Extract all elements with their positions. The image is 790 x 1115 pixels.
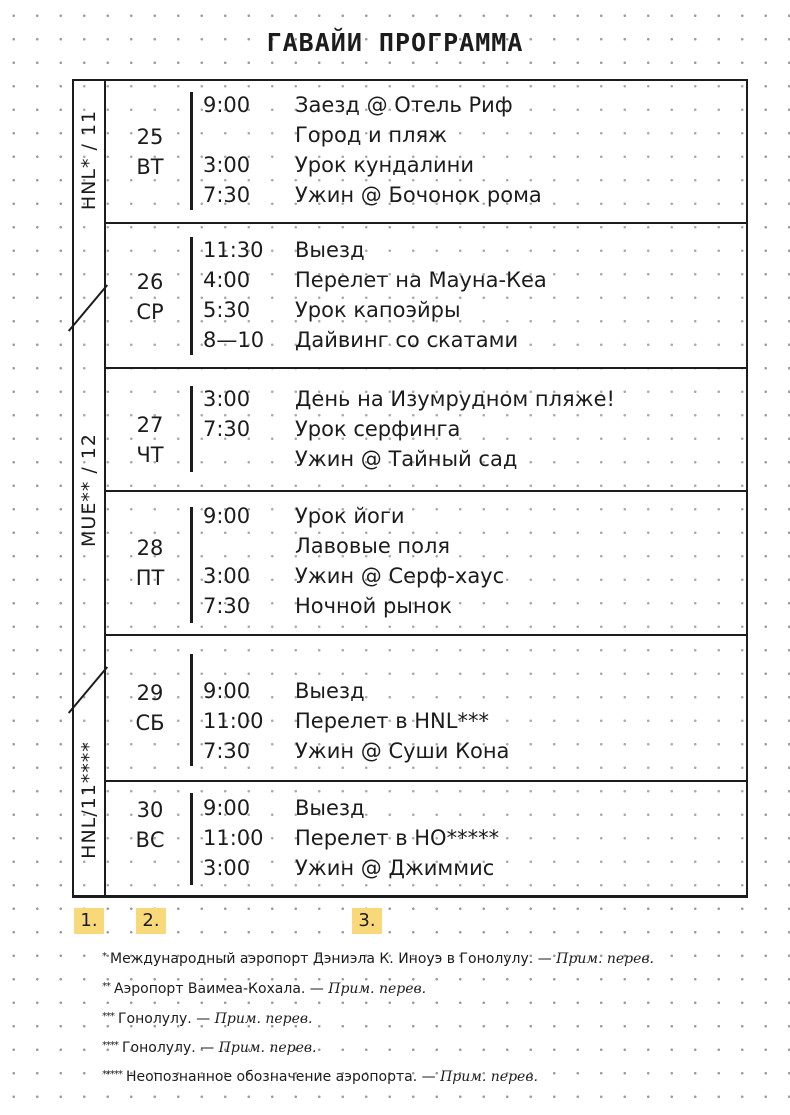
day-separator: [106, 634, 748, 636]
side-label-mue: MUE** / 12: [78, 433, 100, 547]
day-weekday: ВС: [135, 828, 165, 852]
side-label-hnl-return: HNL/11****: [78, 741, 100, 859]
row-activity: Выезд: [295, 679, 365, 703]
row-activity: Ужин @ Тайный сад: [295, 447, 518, 471]
footnote-note: Прим. перев.: [214, 1011, 313, 1027]
time-bar: [190, 654, 193, 766]
day-weekday: ВТ: [136, 155, 164, 179]
row-activity: Выезд: [295, 238, 365, 262]
time-bar: [190, 92, 193, 210]
schedule-row: [203, 325, 518, 355]
footnote-mark: ****: [102, 1040, 118, 1051]
footnote-text: Гонолулу. —: [122, 1040, 215, 1056]
time-bar: [190, 237, 193, 355]
row-time: 3:00: [203, 856, 251, 880]
column-tag-2: 2.: [136, 908, 166, 934]
day-date: [128, 678, 172, 738]
day-separator: [106, 222, 748, 224]
day-block: [106, 235, 748, 367]
schedule-row: [203, 414, 460, 444]
row-activity: Ужин @ Серф-хаус: [295, 564, 505, 588]
day-number: 25: [136, 125, 164, 149]
day-separator: [106, 780, 748, 782]
footnote-note: Прим. перев.: [218, 1040, 317, 1056]
schedule-row: [203, 150, 474, 180]
row-time: 11:00: [203, 826, 264, 850]
day-number: 28: [136, 536, 164, 560]
time-bar: [190, 507, 193, 623]
day-number: 30: [136, 798, 164, 822]
day-number: 29: [136, 681, 164, 705]
day-date: [128, 267, 172, 327]
side-label-hnl: HNL* / 11: [78, 109, 100, 211]
footnote: [102, 1040, 317, 1056]
day-date: [128, 533, 172, 593]
schedule-row: [203, 501, 405, 531]
row-time: 9:00: [203, 93, 251, 117]
time-bar: [190, 793, 193, 885]
row-time: 7:30: [203, 183, 251, 207]
day-block: [106, 501, 748, 634]
row-time: 11:30: [203, 238, 264, 262]
schedule-row: [203, 591, 452, 621]
day-separator: [106, 490, 748, 492]
row-activity: Выезд: [295, 796, 365, 820]
row-activity: Заезд @ Отель Риф: [295, 93, 513, 117]
row-time: 3:00: [203, 564, 251, 588]
schedule-row: [203, 853, 494, 883]
schedule-row: [203, 823, 499, 853]
row-activity: Дайвинг со скатами: [295, 328, 519, 352]
day-number: 26: [136, 270, 164, 294]
row-activity: Урок серфинга: [295, 417, 461, 441]
schedule-row: [203, 384, 615, 414]
day-weekday: ЧТ: [136, 443, 164, 467]
row-time: 9:00: [203, 504, 251, 528]
schedule-row: [203, 561, 504, 591]
row-activity: Ночной рынок: [295, 594, 453, 618]
day-separator: [106, 367, 748, 369]
footnote: [102, 981, 426, 997]
day-weekday: СР: [136, 300, 164, 324]
row-activity: Ужин @ Суши Кона: [295, 739, 510, 763]
schedule-row: [203, 235, 365, 265]
row-activity: Город и пляж: [295, 123, 448, 147]
column-tag-1: 1.: [74, 908, 104, 934]
footnote-note: Прим. перев.: [440, 1069, 538, 1085]
footnote-text: Аэропорт Ваимеа-Кохала. —: [114, 981, 324, 997]
row-time: 4:00: [203, 268, 251, 292]
row-time: 3:00: [203, 387, 251, 411]
day-date: [128, 410, 172, 470]
footnote: [102, 1069, 538, 1085]
schedule-row: [203, 120, 447, 150]
schedule-row: [203, 265, 547, 295]
column-tag-3: 3.: [352, 908, 382, 934]
row-activity: Лавовые поля: [295, 534, 451, 558]
row-activity: Перелет в НО*****: [295, 826, 500, 850]
day-block: [106, 676, 748, 780]
row-time: 3:00: [203, 153, 251, 177]
row-time: 9:00: [203, 796, 251, 820]
day-weekday: СБ: [135, 711, 165, 735]
row-time: 11:00: [203, 709, 264, 733]
footnote-mark: ***: [102, 1011, 114, 1022]
row-activity: Ужин @ Джиммис: [295, 856, 495, 880]
schedule-row: [203, 736, 509, 766]
footnote: [102, 951, 654, 967]
row-activity: Перелет на Мауна-Кеа: [295, 268, 547, 292]
schedule-row: [203, 531, 450, 561]
footnote: [102, 1011, 313, 1027]
day-weekday: ПТ: [135, 566, 165, 590]
schedule-row: [203, 180, 542, 210]
day-date: [128, 795, 172, 855]
schedule-row: [203, 676, 365, 706]
day-date: [128, 122, 172, 182]
row-activity: Урок йоги: [295, 504, 405, 528]
row-time: 8—10: [203, 328, 265, 352]
schedule-row: [203, 706, 489, 736]
footnote-note: Прим. перев.: [556, 951, 654, 967]
row-activity: День на Изумрудном пляже!: [295, 387, 615, 411]
day-block: [106, 793, 748, 893]
row-activity: Перелет в HNL***: [295, 709, 489, 733]
day-number: 27: [136, 413, 164, 437]
row-activity: Ужин @ Бочонок рома: [295, 183, 542, 207]
row-activity: Урок кундалини: [295, 153, 475, 177]
row-time: 7:30: [203, 594, 251, 618]
row-time: 9:00: [203, 679, 251, 703]
time-bar: [190, 386, 193, 472]
schedule-row: [203, 793, 365, 823]
footnote-mark: **: [102, 981, 110, 992]
footnote-note: Прим. перев.: [328, 981, 427, 997]
page-title: ГАВАЙИ ПРОГРАММА: [266, 28, 524, 57]
footnote-mark: *: [102, 951, 106, 962]
footnote-text: Международный аэропорт Дэниэла К. Иноуэ в Гонолулу. —: [110, 951, 552, 967]
schedule-row: [203, 90, 513, 120]
day-block: [106, 90, 748, 222]
row-time: 7:30: [203, 417, 251, 441]
footnote-mark: *****: [102, 1069, 122, 1080]
schedule-row: [203, 295, 461, 325]
row-time: 7:30: [203, 739, 251, 763]
row-time: 5:30: [203, 298, 251, 322]
row-activity: Урок капоэйры: [295, 298, 461, 322]
schedule-row: [203, 444, 517, 474]
day-block: [106, 384, 748, 490]
footnote-text: Неопознанное обозначение аэропорта. —: [126, 1069, 436, 1085]
footnote-text: Гонолулу. —: [118, 1011, 211, 1027]
